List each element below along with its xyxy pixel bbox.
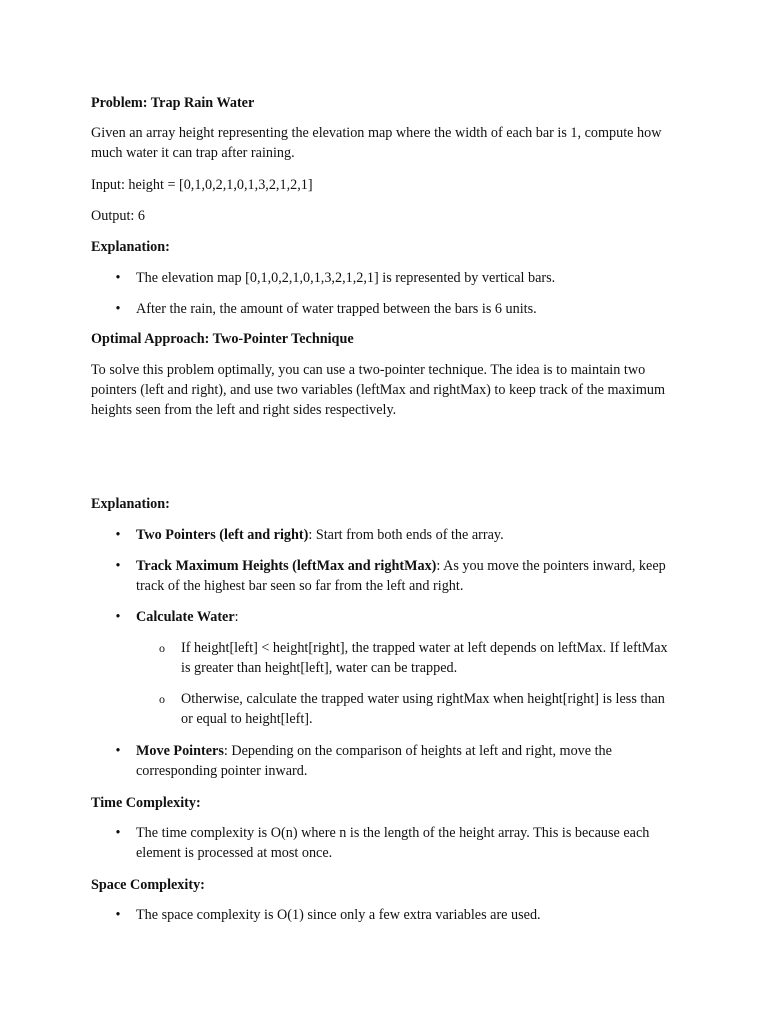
sub-list-item-text: If height[left] < height[right], the trapped water at left depends on leftMax. If leftMax is greater than height[left], water can be trapped. (181, 640, 668, 676)
sub-list-item-text: Otherwise, calculate the trapped water using rightMax when height[right] is less than or equal to height[left]. (181, 691, 665, 727)
bullet-icon: • (115, 825, 121, 841)
list-item-text (136, 607, 676, 627)
explanation-heading-2: Explanation: (91, 496, 170, 512)
output-line: Output: 6 (91, 208, 145, 224)
space-complexity-heading: Space Complexity: (91, 877, 205, 893)
list-item-text: The space complexity is O(1) since only a few extra variables are used. (136, 907, 541, 923)
bullet-icon: • (115, 527, 121, 543)
list-item-bold: Track Maximum Heights (leftMax and rightMax) (136, 558, 437, 574)
list-item-bold: Move Pointers (136, 743, 224, 759)
bullet-icon: • (115, 301, 121, 317)
list-item-text (136, 741, 676, 781)
approach-paragraph: To solve this problem optimally, you can use a two-pointer technique. The idea is to maintain two pointers (left and right), and use two variables (leftMax and rightMax) to keep track of the maximum heights seen from the left and right sides respectively. (91, 362, 666, 418)
bullet-icon: • (115, 558, 121, 574)
list-item-text (136, 525, 676, 545)
bullet-icon: • (115, 907, 121, 923)
list-item-text: The time complexity is O(n) where n is the length of the height array. This is because each element is processed at most once. (136, 825, 650, 861)
list-item-text: The elevation map [0,1,0,2,1,0,1,3,2,1,2,1] is represented by vertical bars. (136, 270, 556, 286)
list-item-rest: : Start from both ends of the array. (308, 527, 504, 543)
bullet-icon: • (115, 609, 121, 625)
bullet-icon: • (115, 743, 121, 759)
list-item-rest: : (234, 609, 239, 625)
explanation-heading-1: Explanation: (91, 239, 170, 255)
circle-bullet-icon: o (159, 641, 165, 655)
problem-title: Problem: Trap Rain Water (91, 95, 255, 111)
list-item-rest: : Depending on the comparison of heights at left and right, move the corresponding pointer inward. (136, 743, 612, 779)
input-line: Input: height = [0,1,0,2,1,0,1,3,2,1,2,1] (91, 177, 313, 193)
time-complexity-heading: Time Complexity: (91, 795, 201, 811)
problem-description: Given an array height representing the elevation map where the width of each bar is 1, compute how much water it can trap after raining. (91, 125, 662, 161)
list-item-bold: Calculate Water (136, 609, 235, 625)
list-item-rest: : As you move the pointers inward, keep track of the highest bar seen so far from the left and right. (136, 558, 666, 594)
list-item-text: After the rain, the amount of water trapped between the bars is 6 units. (136, 301, 537, 317)
list-item-bold: Two Pointers (left and right) (136, 527, 309, 543)
circle-bullet-icon: o (159, 692, 165, 706)
approach-heading: Optimal Approach: Two-Pointer Technique (91, 331, 354, 347)
bullet-icon: • (115, 270, 121, 286)
list-item-text (136, 556, 676, 596)
